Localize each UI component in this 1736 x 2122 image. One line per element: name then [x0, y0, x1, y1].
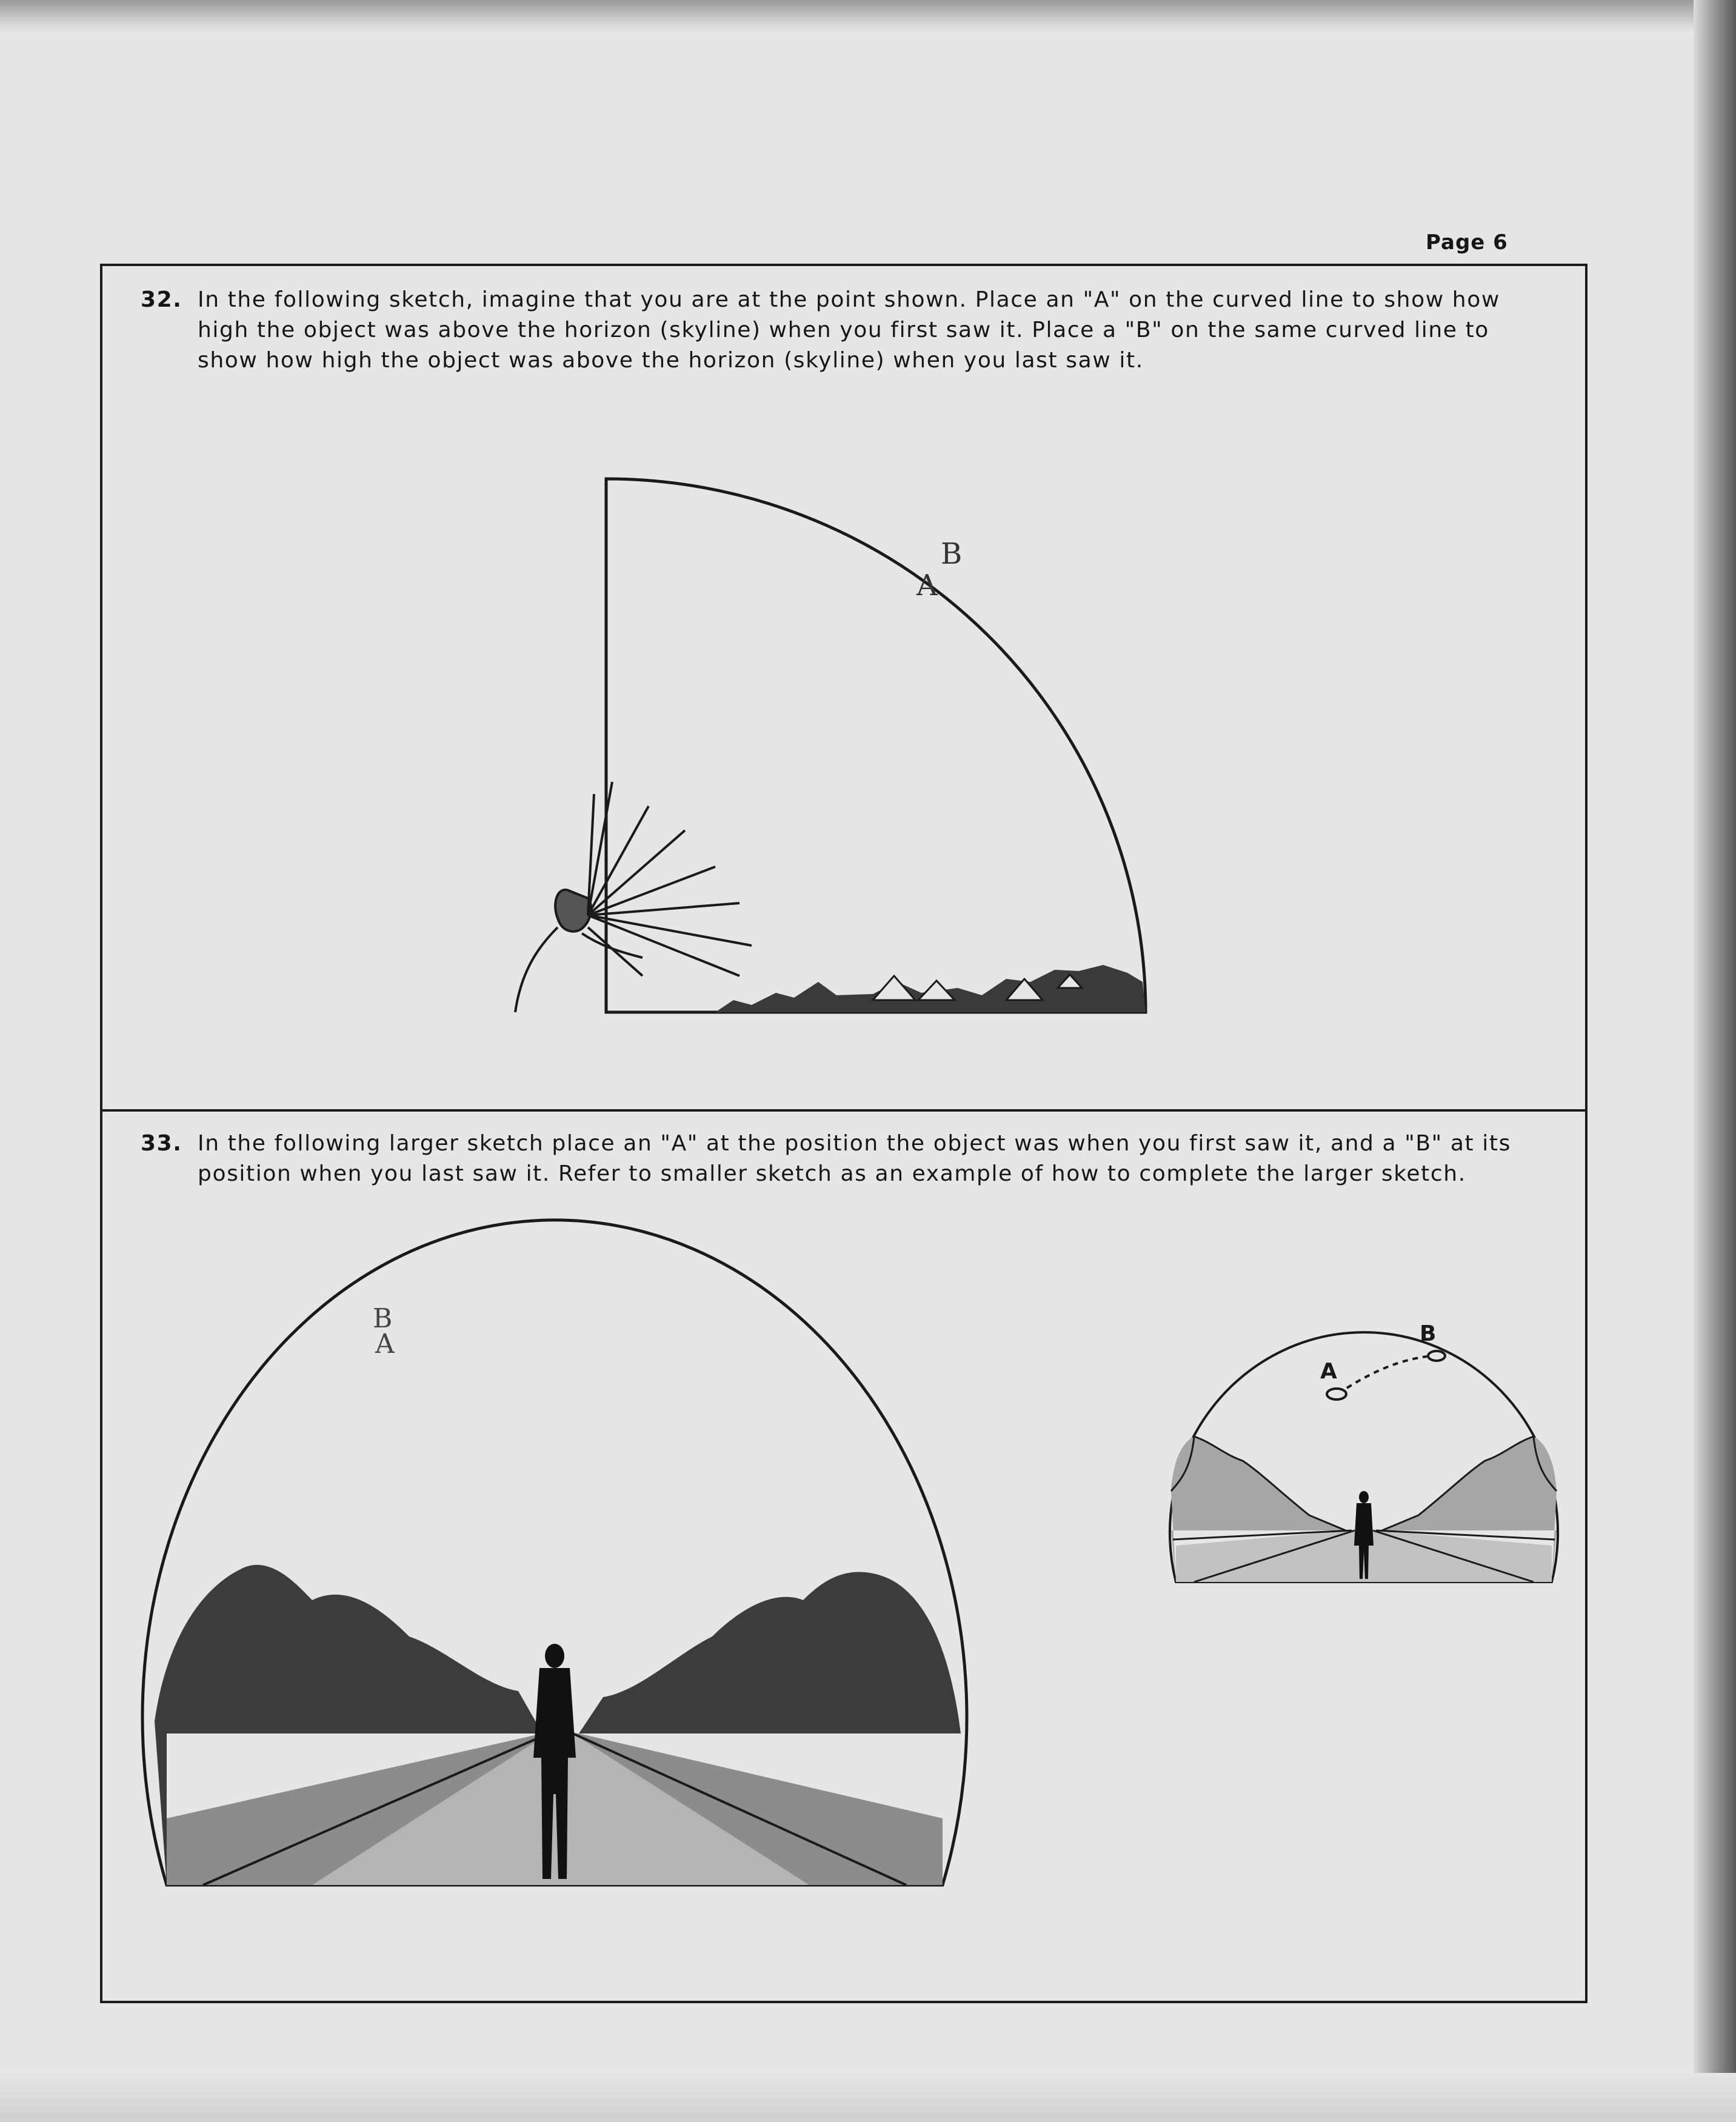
question-33	[141, 1129, 1577, 1189]
quadrant-frame	[606, 479, 1146, 1012]
question-text: In the following sketch, imagine that you are at the point shown. Place an "A" on the curved line to show how high the object was above the horizon (skyline) when you first saw it. Place a "B" on the same curved line to show how high the object was above the horizon (skyline) when you last saw it.	[198, 287, 1500, 373]
large-dome-mark-a: A	[375, 1329, 395, 1360]
scan-bottom-edge	[0, 2073, 1736, 2122]
question-32	[141, 285, 1547, 376]
section-divider	[100, 1109, 1587, 1112]
quadrant-mark-a: A	[916, 569, 938, 602]
scan-right-edge	[1694, 0, 1736, 2122]
large-dome-mark-b: B	[373, 1303, 393, 1334]
page-number: Page 6	[1426, 230, 1508, 255]
question-number: 33.	[141, 1131, 182, 1156]
pointing-person	[515, 782, 752, 1012]
question-number: 32.	[141, 287, 182, 312]
example-dome-sketch	[1158, 1297, 1570, 1600]
example-mark-b: B	[1420, 1321, 1437, 1346]
example-mark-a: A	[1320, 1359, 1337, 1384]
question-text: In the following larger sketch place an "A" at the position the object was when you first saw it, and a "B" at its position when you last saw it. Refer to smaller sketch as an example of how to complete the larger sketch.	[198, 1131, 1511, 1186]
quadrant-mark-b: B	[941, 537, 963, 571]
village-skyline	[715, 965, 1146, 1012]
quadrant-sketch	[533, 467, 1164, 1055]
example-object-path	[1327, 1351, 1445, 1400]
large-dome-sketch	[130, 1297, 991, 1891]
scan-top-edge	[0, 0, 1736, 34]
